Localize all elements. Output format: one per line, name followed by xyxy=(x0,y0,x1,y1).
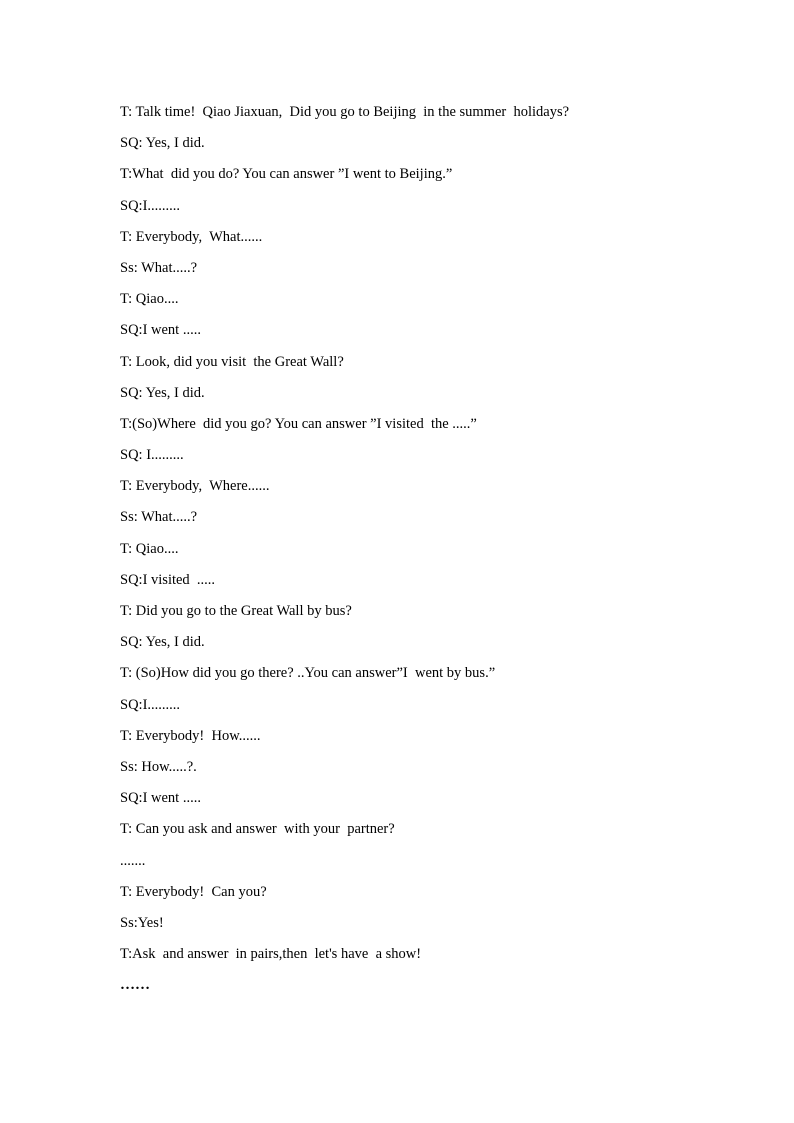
dialogue-line: T: Everybody! How...... xyxy=(120,727,261,744)
dialogue-line: T: Qiao.... xyxy=(120,291,179,308)
dialogue-line: SQ:I......... xyxy=(120,197,181,214)
dialogue-line: SQ: I......... xyxy=(120,447,184,464)
dialogue-line: T: Everybody! Can you? xyxy=(120,883,267,900)
dialogue-line: ....... xyxy=(120,852,146,869)
dialogue-line: T: Can you ask and answer with your partner? xyxy=(120,821,395,838)
dialogue-line: Ss: How.....?. xyxy=(120,758,197,775)
dialogue-line: T: Talk time! Qiao Jiaxuan, Did you go to Beijing in the summer holidays? xyxy=(120,104,570,120)
dialogue-line: SQ:I went ..... xyxy=(120,790,201,807)
closing-ellipsis: …… xyxy=(120,977,150,994)
dialogue-line: Ss: What.....? xyxy=(120,509,198,526)
dialogue-line: SQ: Yes, I did. xyxy=(120,384,205,401)
dialogue-line: SQ:I visited ..... xyxy=(120,571,216,588)
dialogue-line: T: Everybody, What...... xyxy=(120,228,263,245)
dialogue-line: T:Ask and answer in pairs,then let's have a show! xyxy=(120,946,422,963)
dialogue-line: T: (So)How did you go there? ..You can answer”I went by bus.” xyxy=(120,665,496,682)
dialogue-line: SQ:I went ..... xyxy=(120,322,201,339)
dialogue-line: SQ:I......... xyxy=(120,696,181,713)
dialogue-line: T:What did you do? You can answer ”I went to Beijing.” xyxy=(120,166,453,183)
dialogue-line: Ss:Yes! xyxy=(120,914,164,931)
dialogue-line: SQ: Yes, I did. xyxy=(120,135,205,152)
dialogue-line: SQ: Yes, I did. xyxy=(120,634,205,651)
dialogue-body xyxy=(120,101,680,1005)
dialogue-line: T: Qiao.... xyxy=(120,540,179,557)
dialogue-line: T: Did you go to the Great Wall by bus? xyxy=(120,603,352,619)
dialogue-line: T:(So)Where did you go? You can answer ”I visited the .....” xyxy=(120,415,477,432)
dialogue-line: Ss: What.....? xyxy=(120,259,198,276)
dialogue-line: T: Everybody, Where...... xyxy=(120,478,270,495)
dialogue-line: T: Look, did you visit the Great Wall? xyxy=(120,353,344,370)
